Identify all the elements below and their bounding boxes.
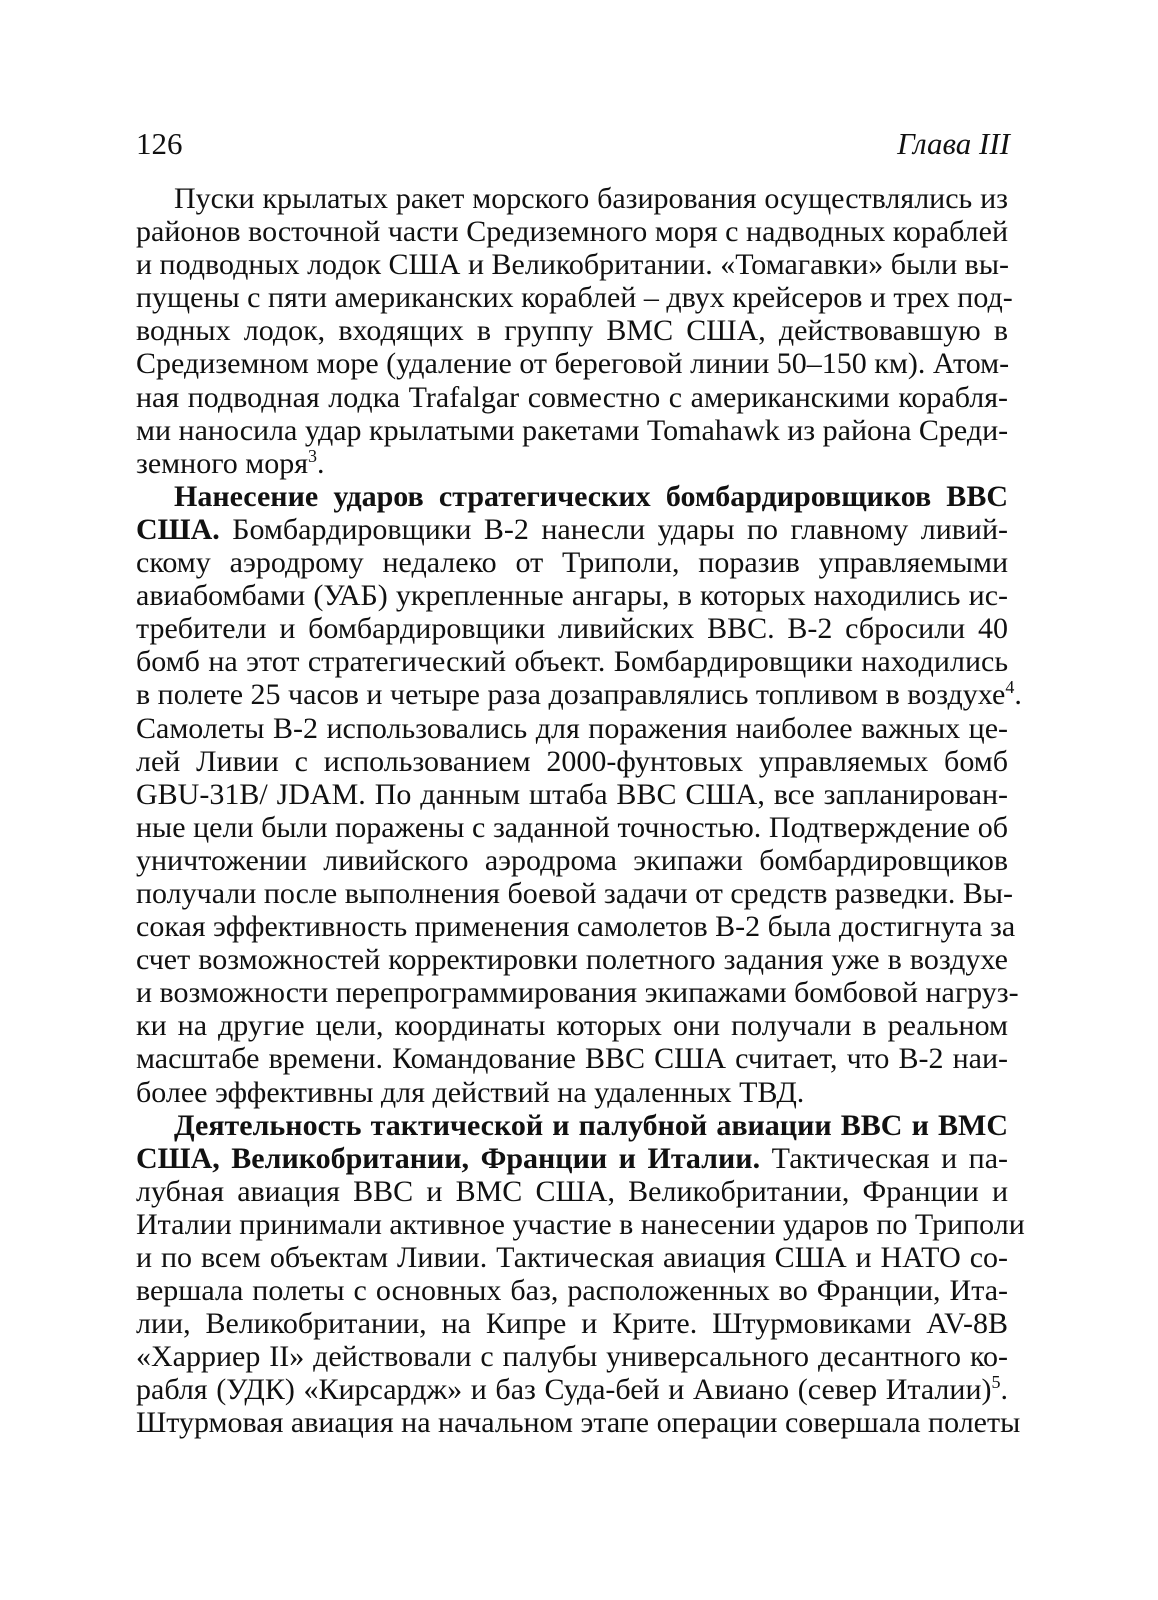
text-line: лей Ливии с использованием 2000-фунтовых управляемых бомб [136,744,1008,778]
paragraph-strategic-bombers [136,479,1022,1109]
paragraph-tactical-aviation [136,1108,1025,1440]
text-line: лии, Великобритании, на Кипре и Крите. Штурмовиками AV-8B [136,1307,1008,1341]
text-line: пущены с пяти американских кораблей – двух крейсеров и трех под- [136,281,1013,315]
text-fragment: Бомбардировщики B-2 нанесли удары по главному ливий- [232,512,1009,546]
text-line: лубная авиация ВВС и ВМС США, Великобритании, Франции и [136,1174,1008,1208]
text-line: счет возможностей корректировки полетного задания уже в воздухе [136,943,1008,977]
text-line: бомб на этот стратегический объект. Бомбардировщики находились [136,645,1008,679]
text-line: ки на другие цели, координаты которых они получали в реальном [136,1009,1008,1043]
text-line: сокая эффективность применения самолетов B-2 была достигнута за [136,910,1016,944]
text-line: получали после выполнения боевой задачи от средств разведки. Вы- [136,876,1014,910]
text-line: Штурмовая авиация на начальном этапе операции совершала полеты [136,1406,1021,1440]
text-fragment: рабля (УДК) «Кирсардж» и баз Суда-бей и Авиано (север Италии) [136,1373,992,1407]
text-line: районов восточной части Средиземного моря с надводных кораблей [136,215,1008,249]
page-body [136,182,1025,1440]
text-line: ные цели были поражены с заданной точностью. Подтверждение об [136,810,1008,844]
text-line: «Харриер II» действовали с палубы универсального десантного ко- [136,1340,1008,1374]
text-line: вершала полеты с основных баз, расположенных во Франции, Ита- [136,1274,1008,1308]
text-line [136,677,1022,712]
text-line: скому аэродрому недалеко от Триполи, поразив управляемыми [136,546,1008,580]
text-line [136,1142,1008,1175]
text-line [136,513,1008,546]
text-line: Самолеты B-2 использовались для поражения наиболее важных це- [136,711,1008,745]
text-fragment: . [317,446,325,480]
text-line: водных лодок, входящих в группу ВМС США, действовавшую в [136,314,1008,348]
text-line: и возможности перепрограммирования экипажами бомбовой нагруз- [136,976,1019,1010]
text-line: и подводных лодок США и Великобритании. «Томагавки» были вы- [136,248,1009,282]
text-line: и по всем объектам Ливии. Тактическая авиация США и НАТО со- [136,1241,1008,1274]
text-line: Пуски крылатых ракет морского базирования осуществлялись из [174,182,1008,215]
text-fragment: земного моря [136,446,309,480]
text-line: более эффективны для действий на удаленных ТВД. [136,1075,805,1109]
heading-text: Нанесение ударов стратегических бомбардировщиков ВВС [174,479,1008,513]
text-fragment: . [1014,678,1022,712]
text-line: авиабомбами (УАБ) укрепленные ангары, в которых находились ис- [136,579,1008,613]
text-fragment: . [1000,1373,1008,1407]
text-line: Средиземном море (удаление от береговой линии 50–150 км). Атом- [136,347,1010,381]
text-line: GBU-31B/ JDAM. По данным штаба ВВС США, все запланирован- [136,777,1008,811]
text-line: Италии принимали активное участие в нанесении ударов по Триполи [136,1207,1025,1241]
text-line: требители и бомбардировщики ливийских ВВС. B-2 сбросили 40 [136,612,1008,646]
text-line: ми наносила удар крылатыми ракетами Tomahawk из района Среди- [136,413,1009,447]
text-line [136,1373,1008,1406]
text-line: ная подводная лодка Trafalgar совместно с американскими корабля- [136,380,1008,414]
heading-text: США, Великобритании, Франции и Италии. [136,1141,761,1175]
paragraph-sea-launched-missiles [136,182,1013,480]
text-line: масштабе времени. Командование ВВС США считает, что B-2 наи- [136,1042,1008,1076]
section-heading [136,480,1008,513]
heading-text: Деятельность тактической и палубной авиации ВВС и ВМС [174,1108,1008,1142]
text-line: уничтожении ливийского аэродрома экипажи бомбардировщиков [136,843,1008,877]
page-number: 126 [136,126,183,161]
text-fragment: в полете 25 часов и четыре раза дозаправлялись топливом в воздухе [136,678,1006,712]
running-head: Глава III [897,126,1010,161]
section-heading [136,1109,1008,1142]
text-line [136,447,1008,480]
heading-text: США. [136,512,220,546]
footnote-ref: 5 [991,1372,1001,1393]
footnote-ref: 4 [1005,677,1015,698]
footnote-ref: 3 [308,445,318,466]
text-fragment: Тактическая и па- [771,1141,1009,1175]
